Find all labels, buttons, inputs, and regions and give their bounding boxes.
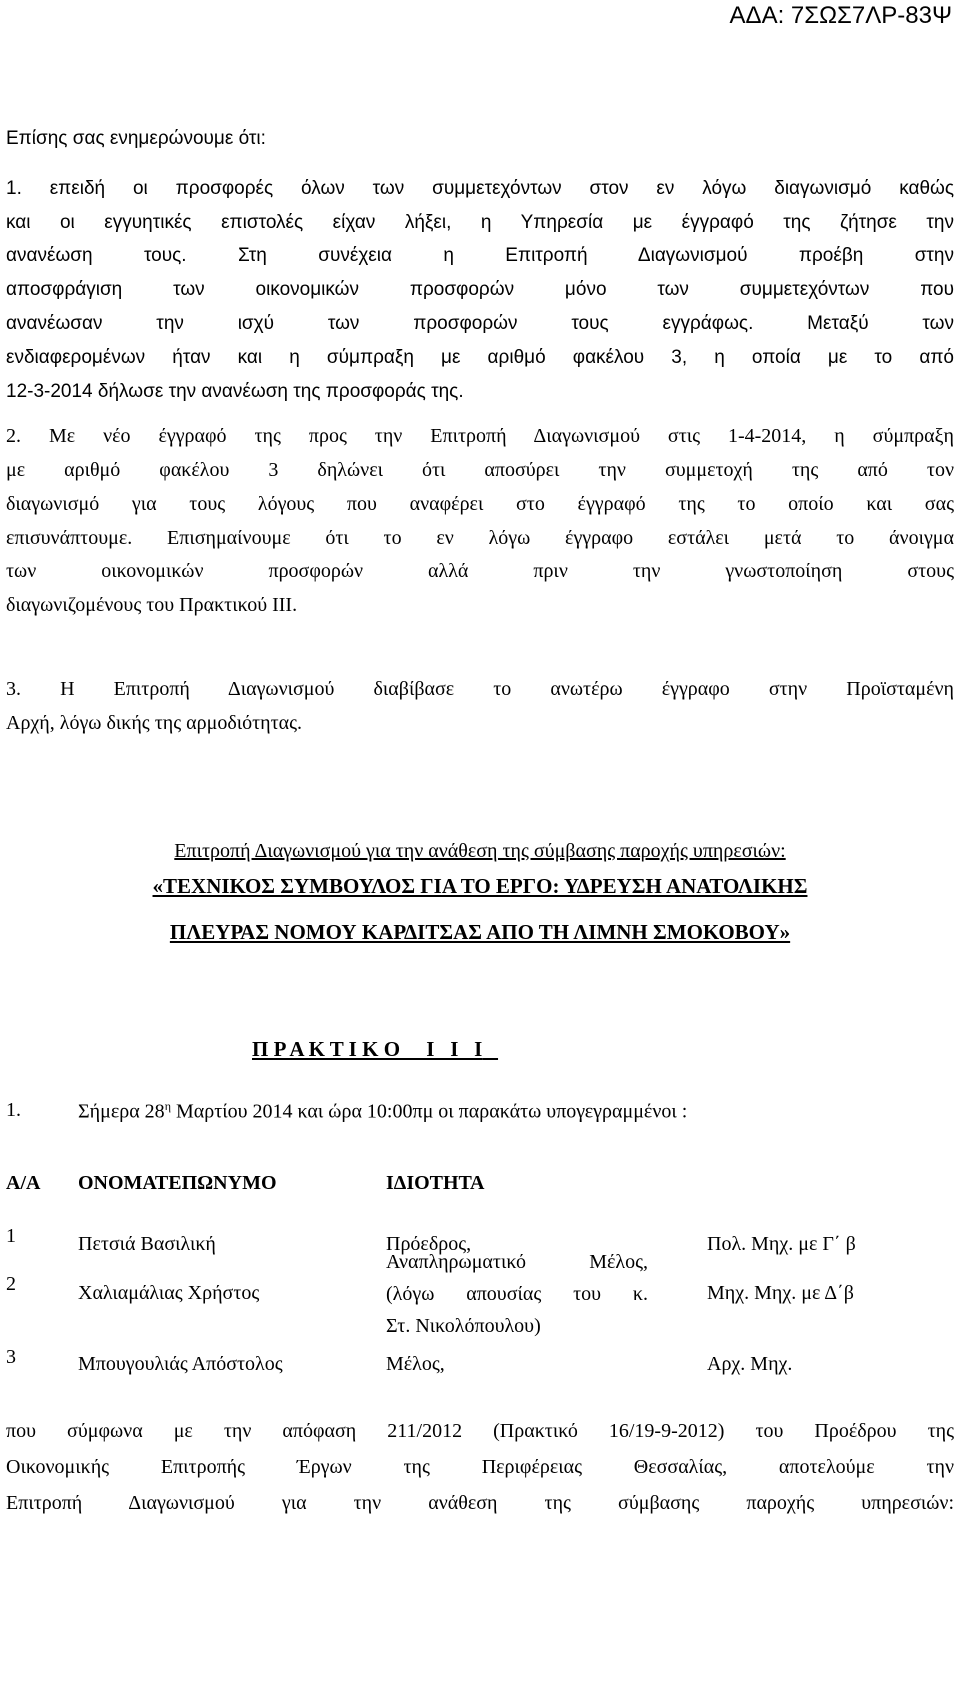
item-1-line: 1. επειδή οι προσφορές όλων των συμμετεχόντων στον εν λόγω διαγωνισμό καθώς xyxy=(6,178,954,199)
item-1-line: ανανέωση τους. Στη συνέχεια η Επιτροπή Διαγωνισμού προέβη στην xyxy=(6,245,954,266)
item-2-line: των οικονομικών προσφορών αλλά πριν την γνωστοποίηση στους xyxy=(6,560,954,582)
row-3-role: Μέλος, xyxy=(386,1353,445,1375)
item-1-line: ανανέωσαν την ισχύ των προσφορών τους εγγράφως. Μεταξύ των xyxy=(6,313,954,334)
row-3-number: 3 xyxy=(6,1346,16,1368)
row-2-rank: Μηχ. Μηχ. με Δ΄β xyxy=(707,1282,854,1304)
row-1-name: Πετσιά Βασιλική xyxy=(78,1233,216,1255)
item-1-line: και οι εγγυητικές επιστολές είχαν λήξει, η Υπηρεσία με έγγραφό της ζήτησε την xyxy=(6,212,954,233)
row-2-role-line-2: (λόγω απουσίας του κ. xyxy=(386,1283,648,1305)
row-1-number: 1 xyxy=(6,1225,16,1247)
row-3-name: Μπουγουλιάς Απόστολος xyxy=(78,1353,283,1375)
row-2-role-line-3: Στ. Νικολόπουλου) xyxy=(386,1315,541,1337)
row-1-role: Πρόεδρος, xyxy=(386,1233,472,1255)
item-3-line: 3. Η Επιτροπή Διαγωνισμού διαβίβασε το ανωτέρω έγγραφο στην Προϊσταμένη xyxy=(6,678,954,700)
closing-line: Οικονομικής Επιτροπής Έργων της Περιφέρειας Θεσσαλίας, αποτελούμε την xyxy=(6,1456,954,1478)
header-role: ΙΔΙΟΤΗΤΑ xyxy=(386,1172,485,1194)
item-3-line: Αρχή, λόγω δικής της αρμοδιότητας. xyxy=(6,712,303,734)
intro-text: Επίσης σας ενημερώνουμε ότι: xyxy=(6,128,266,149)
meeting-number: 1. xyxy=(6,1099,21,1121)
item-1-line: 12-3-2014 δήλωσε την ανανέωση της προσφοράς της. xyxy=(6,381,464,402)
row-3-rank: Αρχ. Μηχ. xyxy=(707,1353,793,1375)
item-2-line: με αριθμό φακέλου 3 δηλώνει ότι αποσύρει την συμμετοχή της από τον xyxy=(6,459,954,481)
row-2-role-line-1: Αναπληρωματικό Μέλος, xyxy=(386,1251,648,1273)
project-title-line-1: «ΤΕΧΝΙΚΟΣ ΣΥΜΒΟΥΛΟΣ ΓΙΑ ΤΟ ΕΡΓΟ: ΥΔΡΕΥΣΗ ΑΝΑΤΟΛΙΚΗΣ xyxy=(152,874,808,898)
meeting-superscript: η xyxy=(164,1099,171,1113)
item-2-line: διαγωνιζομένους του Πρακτικού ΙΙΙ. xyxy=(6,594,298,616)
project-title-line-2: ΠΛΕΥΡΑΣ ΝΟΜΟΥ ΚΑΡΔΙΤΣΑΣ ΑΠΟ ΤΗ ΛΙΜΝΗ ΣΜΟΚΟΒΟΥ» xyxy=(169,920,791,944)
item-2-line: επισυνάπτουμε. Επισημαίνουμε ότι το εν λόγω έγγραφο εστάλει μετά το άνοιγμα xyxy=(6,527,954,549)
meeting-text-after: Μαρτίου 2014 και ώρα 10:00πμ οι παρακάτω υπογεγραμμένοι : xyxy=(170,1100,688,1123)
header-aa: Α/Α xyxy=(6,1172,41,1194)
committee-heading: Επιτροπή Διαγωνισμού για την ανάθεση της σύμβασης παροχής υπηρεσιών: xyxy=(174,840,786,862)
meeting-text-before: Σήμερα 28 xyxy=(78,1100,165,1123)
item-2-line: 2. Με νέο έγγραφό της προς την Επιτροπή Διαγωνισμού στις 1-4-2014, η σύμπραξη xyxy=(6,425,954,447)
praktiko-title xyxy=(252,1037,498,1062)
header-name: ΟΝΟΜΑΤΕΠΩΝΥΜΟ xyxy=(78,1172,277,1194)
closing-line: που σύμφωνα με την απόφαση 211/2012 (Πρακτικό 16/19-9-2012) του Προέδρου της xyxy=(6,1420,954,1442)
ada-code: ΑΔΑ: 7ΣΩΣ7ΛΡ-83Ψ xyxy=(729,2,952,29)
row-2-name: Χαλιαμάλιας Χρήστος xyxy=(78,1282,260,1304)
row-2-number: 2 xyxy=(6,1273,16,1295)
closing-line: Επιτροπή Διαγωνισμού για την ανάθεση της σύμβασης παροχής υπηρεσιών: xyxy=(6,1492,954,1514)
item-2-line: διαγωνισμό για τους λόγους που αναφέρει στο έγγραφό της το οποίο και σας xyxy=(6,493,954,515)
item-1-line: αποσφράγιση των οικονομικών προσφορών μόνο των συμμετεχόντων που xyxy=(6,279,954,300)
item-1-line: ενδιαφερομένων ήταν και η σύμπραξη με αριθμό φακέλου 3, η οποία με το από xyxy=(6,347,954,368)
row-1-rank: Πολ. Μηχ. με Γ΄ β xyxy=(707,1233,856,1255)
meeting-sentence xyxy=(78,1099,687,1124)
praktiko-title-text: Π Ρ Α Κ Τ Ι Κ Ο Ι Ι Ι xyxy=(252,1037,483,1061)
